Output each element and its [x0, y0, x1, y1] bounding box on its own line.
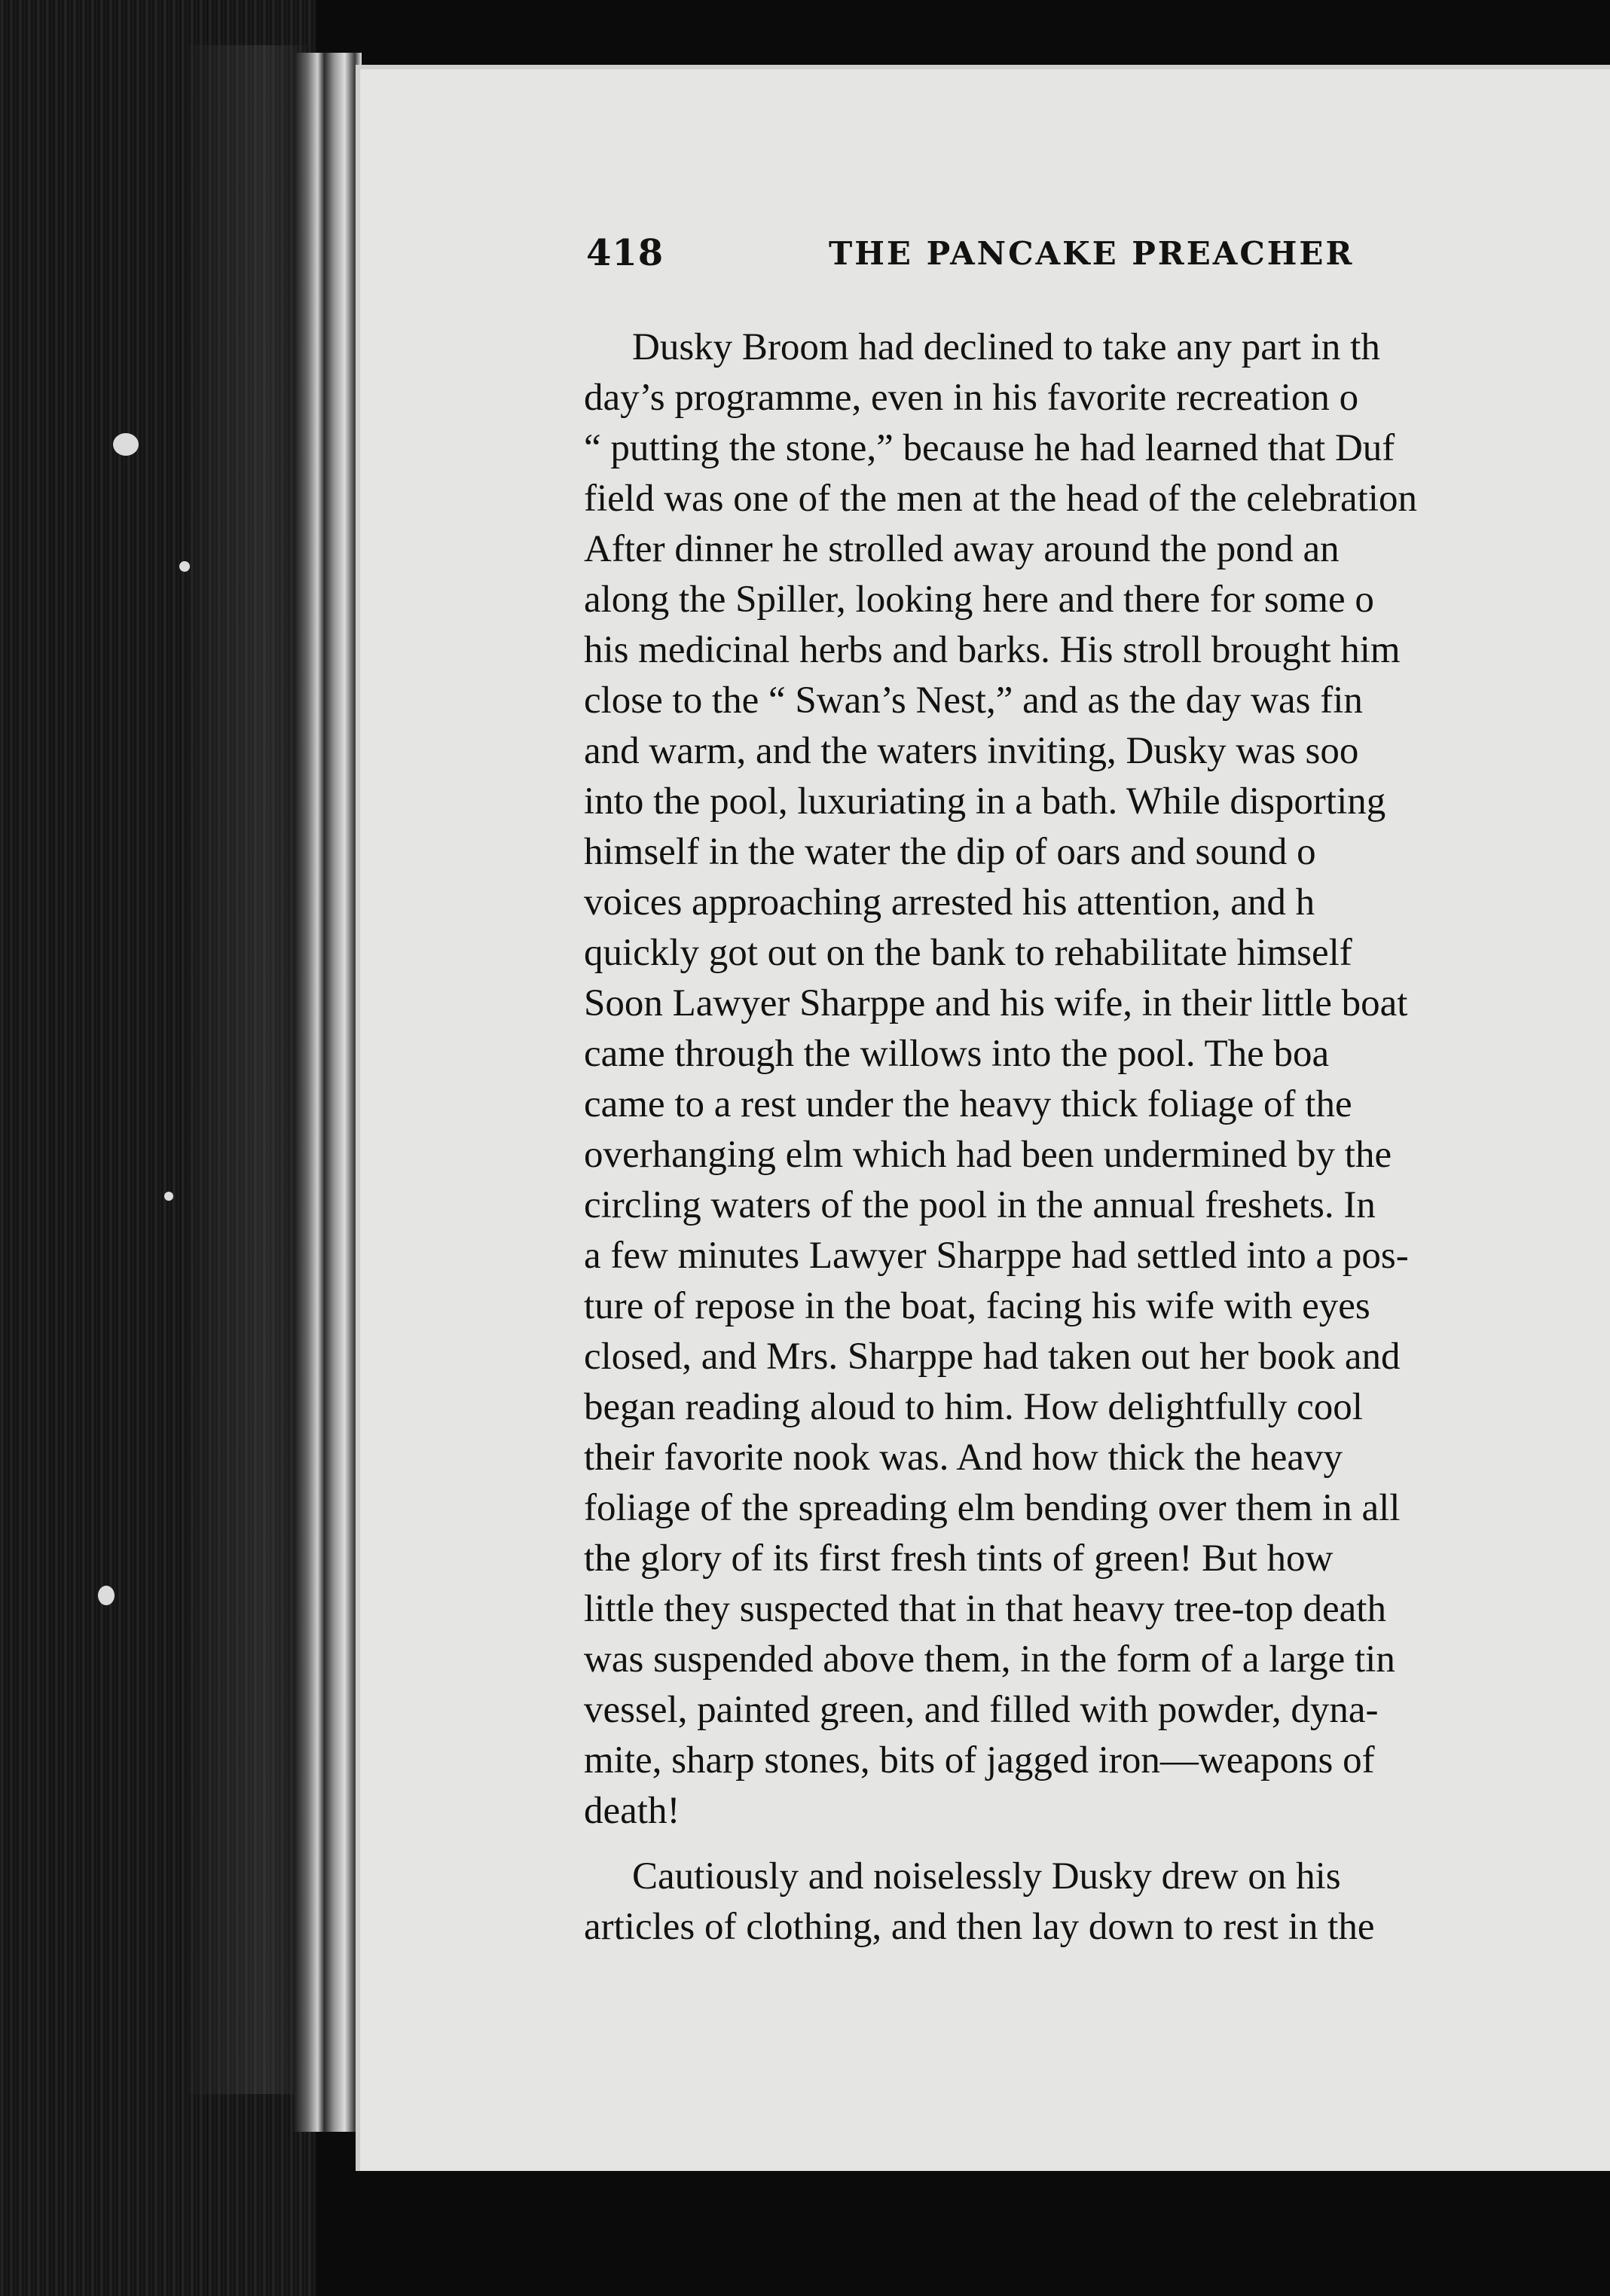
- running-title: THE PANCAKE PREACHER: [829, 235, 1355, 272]
- text-line: little they suspected that in that heavy tree-top death: [584, 1588, 1386, 1630]
- text-line: came through the willows into the pool. The boa: [584, 1033, 1330, 1075]
- paragraph: [584, 322, 1610, 1836]
- text-line: was suspended above them, in the form of a large tin: [584, 1638, 1395, 1681]
- text-line: quickly got out on the bank to rehabilitate himself: [584, 932, 1352, 974]
- text-line: mite, sharp stones, bits of jagged iron—weapons of: [584, 1739, 1375, 1782]
- text-line: “ putting the stone,” because he had learned that Duf: [584, 427, 1395, 469]
- text-line: into the pool, luxuriating in a bath. While disporting: [584, 780, 1386, 823]
- text-line: close to the “ Swan’s Nest,” and as the day was fin: [584, 679, 1363, 722]
- text-line: day’s programme, even in his favorite recreation o: [584, 377, 1359, 419]
- book-gutter: [294, 53, 362, 2132]
- dust-speck: [98, 1586, 115, 1605]
- text-line: circling waters of the pool in the annual freshets. In: [584, 1184, 1376, 1226]
- text-line: death!: [584, 1790, 680, 1832]
- dust-speck: [164, 1192, 173, 1201]
- text-line: closed, and Mrs. Sharppe had taken out her book and: [584, 1336, 1401, 1378]
- text-line: voices approaching arrested his attention, and h: [584, 881, 1315, 924]
- running-head: [586, 232, 1610, 292]
- text-line: Cautiously and noiselessly Dusky drew on his: [632, 1855, 1341, 1898]
- paragraph-gap: [584, 1836, 1610, 1852]
- text-line: articles of clothing, and then lay down to rest in the: [584, 1906, 1375, 1948]
- dust-speck: [113, 433, 139, 456]
- text-line: After dinner he strolled away around the pond an: [584, 528, 1340, 570]
- text-line: overhanging elm which had been undermined by the: [584, 1134, 1392, 1176]
- dust-speck: [179, 561, 190, 572]
- text-line: began reading aloud to him. How delightfully cool: [584, 1386, 1363, 1428]
- text-line: Dusky Broom had declined to take any part in th: [632, 326, 1380, 368]
- text-line: foliage of the spreading elm bending over them in all: [584, 1487, 1401, 1529]
- page-number: 418: [586, 232, 664, 274]
- text-line: Soon Lawyer Sharppe and his wife, in their little boat: [584, 982, 1408, 1024]
- text-line: ture of repose in the boat, facing his wife with eyes: [584, 1285, 1370, 1327]
- text-line: and warm, and the waters inviting, Dusky was soo: [584, 730, 1359, 772]
- body-text: [584, 322, 1610, 2010]
- text-line: himself in the water the dip of oars and sound o: [584, 831, 1316, 873]
- text-line: his medicinal herbs and barks. His stroll brought him: [584, 629, 1401, 671]
- text-line: field was one of the men at the head of the celebration: [584, 478, 1417, 520]
- text-line: along the Spiller, looking here and there for some o: [584, 579, 1374, 621]
- text-line: came to a rest under the heavy thick foliage of the: [584, 1083, 1352, 1125]
- paragraph: [584, 1852, 1610, 1953]
- text-line: the glory of its first fresh tints of green! But how: [584, 1537, 1334, 1580]
- text-line: a few minutes Lawyer Sharppe had settled into a pos-: [584, 1235, 1409, 1277]
- text-line: their favorite nook was. And how thick the heavy: [584, 1437, 1343, 1479]
- text-line: vessel, painted green, and filled with powder, dyna-: [584, 1689, 1379, 1731]
